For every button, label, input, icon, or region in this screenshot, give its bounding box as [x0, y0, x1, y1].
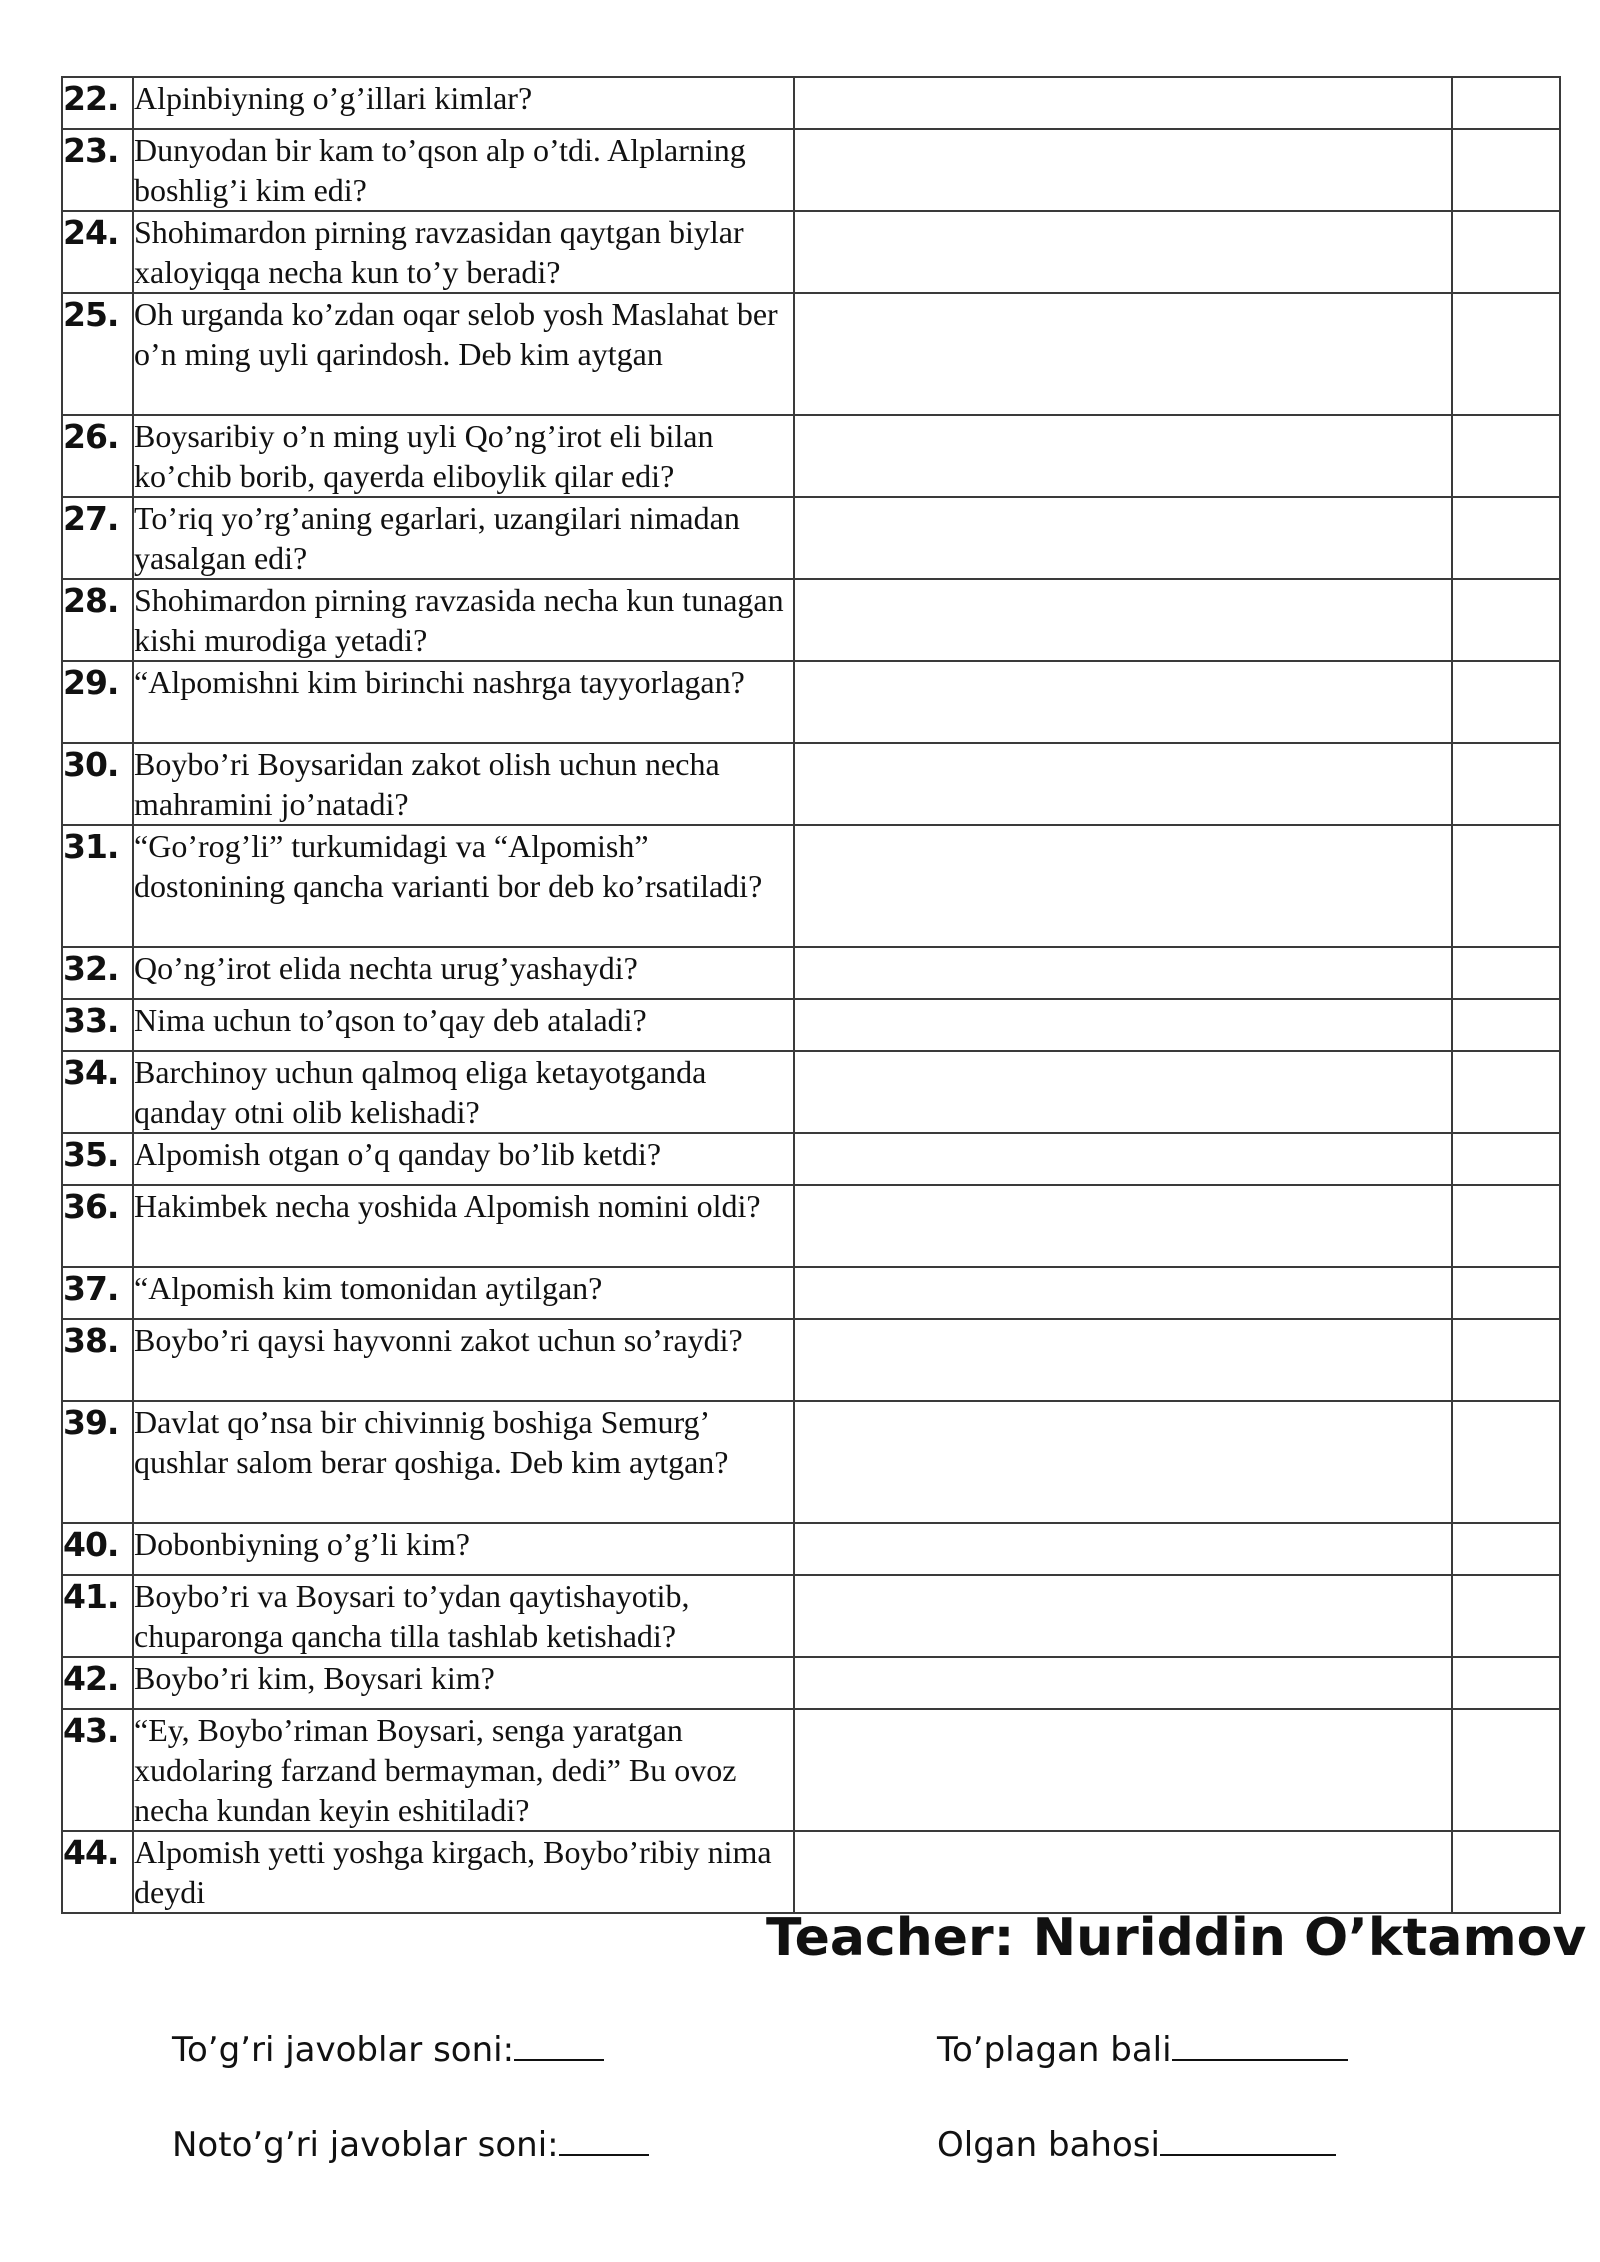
question-number: 41. — [62, 1575, 133, 1657]
question-number: 33. — [62, 999, 133, 1051]
score-cell[interactable] — [1452, 77, 1560, 129]
answer-cell[interactable] — [794, 1575, 1452, 1657]
question-text: Barchinoy uchun qalmoq eliga ketayotganda qanday otni olib kelishadi? — [133, 1051, 794, 1133]
answer-cell[interactable] — [794, 825, 1452, 947]
question-text: Davlat qo’nsa bir chivinnig boshiga Semurg’ qushlar salom berar qoshiga. Deb kim aytgan? — [133, 1401, 794, 1523]
answer-cell[interactable] — [794, 579, 1452, 661]
question-number: 43. — [62, 1709, 133, 1831]
question-row — [62, 743, 1560, 825]
question-number: 34. — [62, 1051, 133, 1133]
score-cell[interactable] — [1452, 743, 1560, 825]
question-number: 37. — [62, 1267, 133, 1319]
correct-answers-label: To’g’ri javoblar soni: — [172, 2030, 515, 2070]
question-text: Dunyodan bir kam to’qson alp o’tdi. Alplarning boshlig’i kim edi? — [133, 129, 794, 211]
answer-cell[interactable] — [794, 947, 1452, 999]
question-row — [62, 293, 1560, 415]
score-cell[interactable] — [1452, 129, 1560, 211]
question-row — [62, 1523, 1560, 1575]
score-cell[interactable] — [1452, 1575, 1560, 1657]
question-row — [62, 1267, 1560, 1319]
question-row — [62, 211, 1560, 293]
score-cell[interactable] — [1452, 1051, 1560, 1133]
answer-cell[interactable] — [794, 1267, 1452, 1319]
question-number: 30. — [62, 743, 133, 825]
question-text: Boybo’ri va Boysari to’ydan qaytishayotib, chuparonga qancha tilla tashlab ketishadi? — [133, 1575, 794, 1657]
answer-cell[interactable] — [794, 1401, 1452, 1523]
question-row — [62, 661, 1560, 743]
question-number: 26. — [62, 415, 133, 497]
question-row — [62, 947, 1560, 999]
question-number: 24. — [62, 211, 133, 293]
total-score-blank[interactable] — [1172, 2029, 1348, 2061]
question-text: Boysaribiy o’n ming uyli Qo’ng’irot eli bilan ko’chib borib, qayerda eliboylik qilar edi? — [133, 415, 794, 497]
score-cell[interactable] — [1452, 825, 1560, 947]
question-text: Qo’ng’irot elida nechta urug’yashaydi? — [133, 947, 794, 999]
score-cell[interactable] — [1452, 1267, 1560, 1319]
score-cell[interactable] — [1452, 947, 1560, 999]
question-number: 38. — [62, 1319, 133, 1401]
question-text: To’riq yo’rg’aning egarlari, uzangilari nimadan yasalgan edi? — [133, 497, 794, 579]
question-text: Hakimbek necha yoshida Alpomish nomini oldi? — [133, 1185, 794, 1267]
score-cell[interactable] — [1452, 1523, 1560, 1575]
wrong-answers-field — [172, 2124, 649, 2165]
answer-cell[interactable] — [794, 497, 1452, 579]
question-row — [62, 1319, 1560, 1401]
question-text: Alpomish otgan o’q qanday bo’lib ketdi? — [133, 1133, 794, 1185]
question-text: Boybo’ri Boysaridan zakot olish uchun necha mahramini jo’natadi? — [133, 743, 794, 825]
question-row — [62, 1575, 1560, 1657]
answer-cell[interactable] — [794, 661, 1452, 743]
answer-cell[interactable] — [794, 1051, 1452, 1133]
total-score-label: To’plagan bali — [937, 2030, 1172, 2070]
score-cell[interactable] — [1452, 1133, 1560, 1185]
answer-cell[interactable] — [794, 211, 1452, 293]
answer-cell[interactable] — [794, 1185, 1452, 1267]
score-cell[interactable] — [1452, 661, 1560, 743]
grade-field — [937, 2124, 1336, 2165]
question-number: 27. — [62, 497, 133, 579]
score-cell[interactable] — [1452, 1319, 1560, 1401]
question-row — [62, 999, 1560, 1051]
question-row — [62, 77, 1560, 129]
wrong-answers-blank[interactable] — [559, 2124, 649, 2156]
question-number: 29. — [62, 661, 133, 743]
question-number: 40. — [62, 1523, 133, 1575]
question-text: Oh urganda ko’zdan oqar selob yosh Maslahat ber o’n ming uyli qarindosh. Deb kim aytgan — [133, 293, 794, 415]
score-cell[interactable] — [1452, 415, 1560, 497]
question-number: 36. — [62, 1185, 133, 1267]
answer-cell[interactable] — [794, 1133, 1452, 1185]
score-cell[interactable] — [1452, 1709, 1560, 1831]
question-text: Alpomish yetti yoshga kirgach, Boybo’ribiy nima deydi — [133, 1831, 794, 1913]
answer-cell[interactable] — [794, 129, 1452, 211]
question-number: 25. — [62, 293, 133, 415]
question-table-body — [62, 77, 1560, 1913]
question-text: Alpinbiyning o’g’illari kimlar? — [133, 77, 794, 129]
correct-answers-field — [172, 2029, 604, 2070]
score-cell[interactable] — [1452, 1657, 1560, 1709]
question-text: “Alpomishni kim birinchi nashrga tayyorlagan? — [133, 661, 794, 743]
question-row — [62, 1831, 1560, 1913]
question-row — [62, 1657, 1560, 1709]
answer-cell[interactable] — [794, 415, 1452, 497]
question-row — [62, 1185, 1560, 1267]
answer-cell[interactable] — [794, 77, 1452, 129]
answer-cell[interactable] — [794, 999, 1452, 1051]
question-number: 42. — [62, 1657, 133, 1709]
question-text: “Go’rog’li” turkumidagi va “Alpomish” dostonining qancha varianti bor deb ko’rsatiladi? — [133, 825, 794, 947]
question-row — [62, 825, 1560, 947]
question-text: Nima uchun to’qson to’qay deb ataladi? — [133, 999, 794, 1051]
teacher-name: Teacher: Nuriddin O’ktamov — [766, 1908, 1587, 1968]
score-cell[interactable] — [1452, 211, 1560, 293]
question-row — [62, 1709, 1560, 1831]
question-row — [62, 415, 1560, 497]
answer-cell[interactable] — [794, 293, 1452, 415]
question-number: 32. — [62, 947, 133, 999]
score-cell[interactable] — [1452, 1185, 1560, 1267]
question-number: 44. — [62, 1831, 133, 1913]
question-number: 39. — [62, 1401, 133, 1523]
question-row — [62, 497, 1560, 579]
score-cell[interactable] — [1452, 999, 1560, 1051]
answer-cell[interactable] — [794, 1523, 1452, 1575]
question-text: “Alpomish kim tomonidan aytilgan? — [133, 1267, 794, 1319]
score-cell[interactable] — [1452, 293, 1560, 415]
answer-cell[interactable] — [794, 1657, 1452, 1709]
question-row — [62, 129, 1560, 211]
correct-answers-blank[interactable] — [514, 2029, 604, 2061]
question-number: 31. — [62, 825, 133, 947]
question-text: Shohimardon pirning ravzasidan qaytgan biylar xaloyiqqa necha kun to’y beradi? — [133, 211, 794, 293]
question-text: Boybo’ri qaysi hayvonni zakot uchun so’raydi? — [133, 1319, 794, 1401]
answer-cell[interactable] — [794, 1831, 1452, 1913]
question-text: “Ey, Boybo’riman Boysari, senga yaratgan xudolaring farzand bermayman, dedi” Bu ovoz necha kundan keyin eshitiladi? — [133, 1709, 794, 1831]
wrong-answers-label: Noto’g’ri javoblar soni: — [172, 2125, 559, 2165]
question-text: Shohimardon pirning ravzasida necha kun tunagan kishi murodiga yetadi? — [133, 579, 794, 661]
grade-blank[interactable] — [1160, 2124, 1336, 2156]
question-number: 28. — [62, 579, 133, 661]
score-cell[interactable] — [1452, 579, 1560, 661]
question-number: 22. — [62, 77, 133, 129]
question-table — [61, 76, 1561, 1914]
score-cell[interactable] — [1452, 497, 1560, 579]
question-row — [62, 579, 1560, 661]
answer-cell[interactable] — [794, 1709, 1452, 1831]
question-number: 35. — [62, 1133, 133, 1185]
question-text: Dobonbiyning o’g’li kim? — [133, 1523, 794, 1575]
answer-cell[interactable] — [794, 1319, 1452, 1401]
score-cell[interactable] — [1452, 1401, 1560, 1523]
question-row — [62, 1133, 1560, 1185]
answer-cell[interactable] — [794, 743, 1452, 825]
total-score-field — [937, 2029, 1348, 2070]
question-row — [62, 1401, 1560, 1523]
question-row — [62, 1051, 1560, 1133]
score-cell[interactable] — [1452, 1831, 1560, 1913]
question-number: 23. — [62, 129, 133, 211]
grade-label: Olgan bahosi — [937, 2125, 1160, 2165]
question-text: Boybo’ri kim, Boysari kim? — [133, 1657, 794, 1709]
